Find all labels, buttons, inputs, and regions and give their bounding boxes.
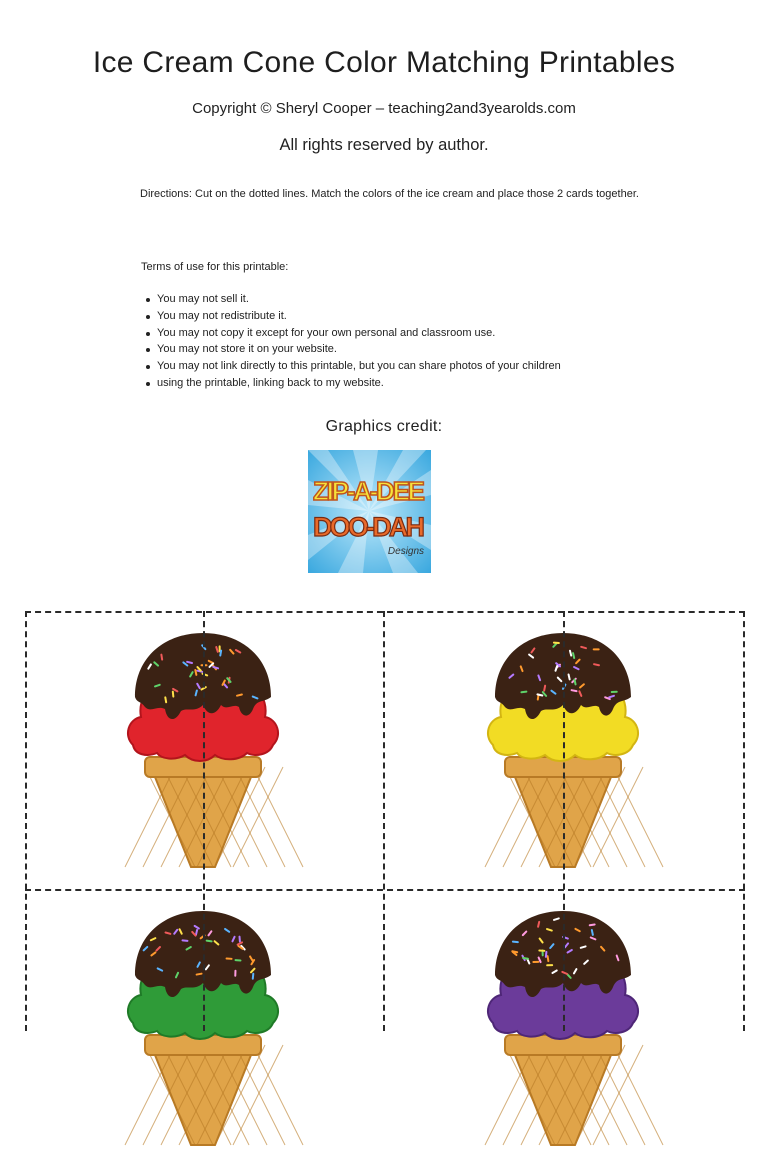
terms-item: You may not sell it. (141, 291, 561, 308)
sprinkle (546, 964, 553, 966)
cut-line-inner-right-overlay (563, 611, 565, 1031)
cut-line-inner-left-overlay (203, 611, 205, 1031)
terms-heading: Terms of use for this printable: (141, 261, 289, 273)
cut-line-center (383, 611, 385, 1031)
copyright-line: Copyright © Sheryl Cooper – teaching2and3yearolds.com (192, 100, 576, 117)
cut-line-right (743, 611, 745, 1031)
terms-item: You may not redistribute it. (141, 308, 561, 325)
directions-text: Directions: Cut on the dotted lines. Match the colors of the ice cream and place those 2 cards together. (140, 188, 639, 200)
logo-line-2: DOO-DAH (313, 512, 425, 542)
sprinkle (532, 961, 539, 963)
terms-item: You may not link directly to this printable, but you can share photos of your children (141, 358, 561, 375)
cut-line-left (25, 611, 27, 1031)
sprinkle (538, 950, 545, 952)
cut-line-top (25, 611, 745, 613)
sprinkle (611, 691, 618, 693)
sprinkle (234, 970, 236, 977)
terms-item: using the printable, linking back to my website. (141, 375, 561, 392)
graphics-credit-label: Graphics credit: (325, 418, 443, 435)
logo-line-1: ZIP-A-DEE (313, 476, 425, 506)
terms-item: You may not store it on your website. (141, 341, 561, 358)
sprinkle (593, 648, 600, 650)
cut-line-middle (25, 889, 745, 891)
sprinkle (225, 958, 232, 960)
page-title: Ice Cream Cone Color Matching Printables (92, 46, 676, 79)
rights-line: All rights reserved by author. (279, 136, 489, 154)
logo-line-3: Designs (387, 546, 425, 557)
terms-item: You may not copy it except for your own personal and classroom use. (141, 325, 561, 342)
